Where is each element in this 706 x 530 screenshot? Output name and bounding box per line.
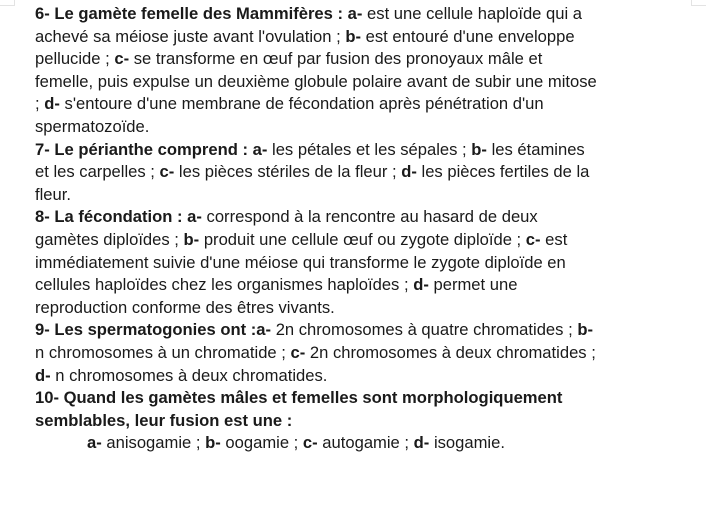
question-6-option-b-letter: b- bbox=[345, 26, 362, 46]
question-8-option-c-text: est immédiatement suivie d'une méiose qui transforme le zygote diploïde en cellules haploïdes chez les organismes haploïdes ; bbox=[35, 229, 568, 295]
question-10-option-b-letter: b- bbox=[205, 433, 221, 453]
question-9-option-d-letter: d- bbox=[35, 365, 51, 385]
question-6-option-c-letter: c- bbox=[114, 49, 130, 69]
question-8-option-d-text: permet une reproduction conforme des êtres vivants. bbox=[35, 275, 518, 317]
question-9-option-c-text: 2n chromosomes à deux chromatides ; bbox=[309, 342, 596, 362]
question-7-option-b-text: les étamines et les carpelles ; bbox=[35, 139, 585, 182]
question-9-option-a-letter: a- bbox=[256, 320, 272, 340]
question-7-option-a-text: les pétales et les sépales ; bbox=[272, 139, 467, 159]
question-10-stem: 10- Quand les gamètes mâles et femelles sont morphologiquement semblables, leur fusion est une : bbox=[35, 388, 563, 430]
question-10-options bbox=[35, 432, 603, 455]
question-10-option-c-letter: c- bbox=[302, 433, 318, 453]
question-9-stem: 9- Les spermatogonies ont : bbox=[35, 320, 257, 340]
page-corner-mark-left bbox=[0, 0, 15, 6]
question-7-option-c-letter: c- bbox=[159, 162, 175, 182]
question-8-option-b-text: produit une cellule œuf ou zygote diploïde ; bbox=[203, 229, 522, 249]
question-10-option-b-text: oogamie ; bbox=[225, 433, 299, 453]
question-8-option-c-letter: c- bbox=[525, 229, 541, 249]
question-6-option-d-letter: d- bbox=[44, 94, 60, 114]
question-7-stem: 7- Le périanthe comprend : bbox=[35, 139, 248, 159]
question-8-stem: 8- La fécondation : bbox=[35, 207, 183, 227]
question-9-option-c-letter: c- bbox=[290, 342, 306, 362]
question-6-option-b-text: est entouré d'une enveloppe pellucide ; bbox=[35, 26, 575, 69]
question-9-option-d-text: n chromosomes à deux chromatides. bbox=[55, 365, 328, 385]
question-7-option-c-text: les pièces stériles de la fleur ; bbox=[178, 162, 397, 182]
question-8 bbox=[35, 206, 603, 319]
question-6-stem: 6- Le gamète femelle des Mammifères : bbox=[35, 4, 344, 23]
question-9 bbox=[35, 319, 603, 387]
question-7-option-a-letter: a- bbox=[252, 139, 268, 159]
question-7-option-d-text: les pièces fertiles de la fleur. bbox=[35, 162, 590, 204]
question-6 bbox=[35, 3, 603, 139]
question-7 bbox=[35, 139, 603, 207]
question-9-option-b-letter: b- bbox=[577, 320, 593, 340]
page-corner-mark-right bbox=[691, 0, 706, 6]
question-10-option-a-letter: a- bbox=[87, 433, 102, 453]
question-9-option-a-text: 2n chromosomes à quatre chromatides ; bbox=[275, 320, 573, 340]
question-10-option-c-text: autogamie ; bbox=[322, 433, 410, 453]
question-8-option-a-letter: a- bbox=[187, 207, 202, 227]
question-8-option-b-letter: b- bbox=[183, 229, 200, 249]
question-6-option-d-text: s'entoure d'une membrane de fécondation après pénétration d'un spermatozoïde. bbox=[35, 94, 544, 136]
question-9-option-b-text: n chromosomes à un chromatide ; bbox=[35, 342, 286, 362]
question-8-option-d-letter: d- bbox=[413, 275, 429, 295]
question-6-option-a-text: est une cellule haploïde qui a achevé sa méiose juste avant l'ovulation ; bbox=[35, 4, 583, 46]
question-7-option-b-letter: b- bbox=[471, 139, 487, 159]
question-8-option-a-text: correspond à la rencontre au hasard de deux gamètes diploïdes ; bbox=[35, 207, 538, 249]
question-7-option-d-letter: d- bbox=[401, 162, 417, 182]
question-10-option-a-text: anisogamie ; bbox=[106, 433, 201, 453]
question-10-option-d-text: isogamie. bbox=[433, 433, 505, 453]
document-page bbox=[35, 3, 603, 455]
question-6-option-c-text: se transforme en œuf par fusion des pronoyaux mâle et femelle, puis expulse un deuxième globule polaire avant de subir une mitose ; bbox=[35, 49, 597, 114]
question-10-option-d-letter: d- bbox=[413, 433, 430, 453]
question-6-option-a-letter: a- bbox=[347, 4, 363, 23]
